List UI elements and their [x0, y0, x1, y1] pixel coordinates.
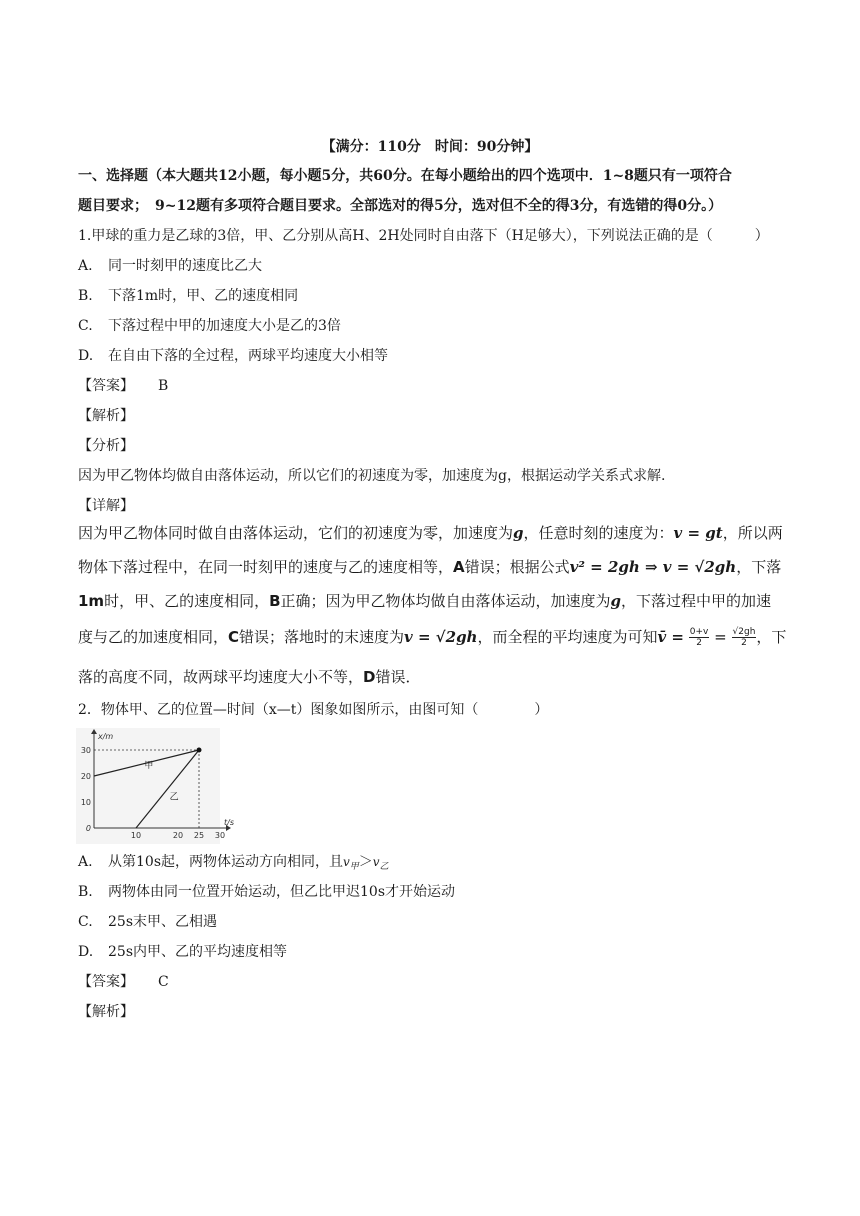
answer-value: B — [158, 378, 169, 394]
y-tick-label: 10 — [80, 798, 91, 807]
detail-math: g — [513, 524, 524, 542]
detail-formula: v² = 2gh ⇒ v = √2gh — [569, 558, 737, 576]
option-letter: B. — [78, 884, 93, 900]
detail-text: 时，甲、乙的速度相同， — [104, 592, 270, 610]
detail-text: 错误． — [375, 668, 421, 686]
y-tick-label: 0 — [85, 824, 91, 833]
q2-analysis-label: 【解析】 — [78, 1004, 134, 1020]
detail-text: ，任意时刻的速度为： — [523, 524, 674, 542]
option-text: 下落过程中甲的加速度大小是乙的3倍 — [108, 318, 341, 334]
section-title-continued: 题目要求； 9~12题有多项符合题目要求。全部选对的得5分，选对但不全的得3分，有选错的得0分。） — [78, 198, 723, 214]
detail-formula: v = √2gh — [404, 628, 478, 646]
option-text: 25s内甲、乙的平均速度相等 — [108, 944, 287, 960]
q2-option-a — [78, 852, 389, 877]
xt-graph — [76, 728, 234, 844]
detail-text: ，下 — [756, 628, 787, 646]
q1-option-b — [78, 286, 298, 306]
detail-text: 1m — [78, 592, 105, 610]
series-label-jia: 甲 — [144, 761, 154, 772]
fraction — [732, 627, 757, 648]
q1-detail-label: 【详解】 — [78, 498, 134, 514]
detail-math: g — [610, 592, 622, 610]
detail-text: ，所以两 — [722, 524, 783, 542]
detail-text: ，下落 — [736, 558, 782, 576]
q2-answer — [78, 972, 169, 992]
detail-option-ref: B — [269, 592, 281, 610]
option-text: 25s末甲、乙相遇 — [108, 914, 217, 930]
detail-line-3 — [78, 590, 778, 612]
option-letter: D. — [78, 944, 94, 960]
meeting-point — [197, 748, 202, 753]
q1-option-d — [78, 346, 388, 366]
fraction — [689, 627, 710, 648]
fraction-numerator: 0+v — [689, 627, 709, 637]
detail-text: ，下落过程中甲的加速 — [621, 592, 772, 610]
fraction-denominator: 2 — [741, 638, 747, 648]
x-tick-label: 25 — [193, 831, 205, 840]
x-axis-label: t/s — [224, 818, 234, 827]
option-letter: A. — [78, 854, 93, 870]
option-letter: C. — [78, 318, 93, 334]
detail-text: 落的高度不同，故两球平均速度大小不等， — [78, 668, 364, 686]
q1-fenxi-label: 【分析】 — [78, 438, 134, 454]
option-letter: D. — [78, 348, 94, 364]
detail-text: 度与乙的加速度相同， — [78, 628, 229, 646]
y-tick-label: 20 — [80, 772, 91, 781]
option-text: 在自由下落的全过程，两球平均速度大小相等 — [108, 348, 388, 364]
fraction-numerator: √2gh — [732, 627, 756, 637]
detail-text: 因为甲乙物体同时做自由落体运动，它们的初速度为零，加速度为 — [78, 524, 514, 542]
detail-line-2 — [78, 556, 782, 578]
q1-stem: 1.甲球的重力是乙球的3倍，甲、乙分别从高H、2H处同时自由落下（H足够大），下列说法正确的是（ ） — [78, 228, 769, 244]
q1-answer — [78, 376, 168, 396]
fraction-denominator: 2 — [696, 638, 702, 648]
equals-sign: = — [714, 628, 727, 646]
detail-text: 物体下落过程中，在同一时刻甲的速度与乙的速度相等， — [78, 558, 454, 576]
q1-analysis-label: 【解析】 — [78, 408, 134, 424]
answer-label: 【答案】 — [78, 974, 134, 990]
series-label-yi: 乙 — [169, 792, 179, 803]
detail-line-5 — [78, 666, 778, 688]
answer-label: 【答案】 — [78, 378, 134, 394]
velocity-subscript: 甲 — [349, 862, 359, 872]
detail-option-ref: D — [363, 668, 376, 686]
detail-text: 错误；根据公式 — [464, 558, 570, 576]
detail-text: 错误；落地时的末速度为 — [239, 628, 405, 646]
option-text: 从第10s起，两物体运动方向相同，且 — [108, 854, 343, 870]
detail-text: ，而全程的平均速度为可知 — [477, 628, 658, 646]
option-text: 两物体由同一位置开始运动，但乙比甲迟10s才开始运动 — [108, 884, 455, 900]
detail-line-1 — [78, 522, 783, 544]
answer-value: C — [158, 974, 169, 990]
q2-option-d — [78, 942, 287, 962]
q2-option-c — [78, 912, 217, 932]
detail-text: 正确；因为甲乙物体均做自由落体运动，加速度为 — [280, 592, 611, 610]
q2-option-b — [78, 882, 455, 902]
section-title: 一、选择题（本大题共12小题，每小题5分，共60分。在每小题给出的四个选项中．1~8题只有一项符合 — [78, 168, 732, 184]
y-tick-label: 30 — [80, 746, 91, 755]
velocity-symbol: v — [343, 855, 350, 869]
velocity-subscript: 乙 — [379, 862, 389, 872]
option-letter: C. — [78, 914, 93, 930]
x-tick-label: 20 — [172, 831, 184, 840]
option-text: 下落1m时，甲、乙的速度相同 — [108, 288, 299, 304]
option-letter: B. — [78, 288, 93, 304]
detail-line-4 — [78, 626, 787, 648]
detail-formula: v = gt — [673, 524, 723, 542]
q1-option-c — [78, 316, 341, 336]
greater-than-sign: ＞ — [358, 854, 373, 870]
detail-option-ref: A — [453, 558, 465, 576]
x-tick-label: 10 — [130, 831, 142, 840]
score-time-header: 【满分：110分 时间：90分钟】 — [321, 139, 539, 155]
chart-background — [76, 728, 220, 844]
detail-option-ref: C — [228, 628, 240, 646]
option-text: 同一时刻甲的速度比乙大 — [108, 258, 262, 274]
x-tick-label: 30 — [214, 831, 226, 840]
q2-stem: 2．物体甲、乙的位置—时间（x—t）图象如图所示，由图可知（ ） — [78, 702, 549, 718]
detail-formula: v̄ = — [657, 628, 684, 646]
velocity-symbol: v — [372, 855, 380, 869]
q1-fenxi-text: 因为甲乙物体均做自由落体运动，所以它们的初速度为零，加速度为g，根据运动学关系式求解. — [78, 468, 666, 484]
q1-option-a — [78, 256, 262, 276]
option-letter: A. — [78, 258, 93, 274]
y-axis-label: x/m — [98, 732, 114, 741]
